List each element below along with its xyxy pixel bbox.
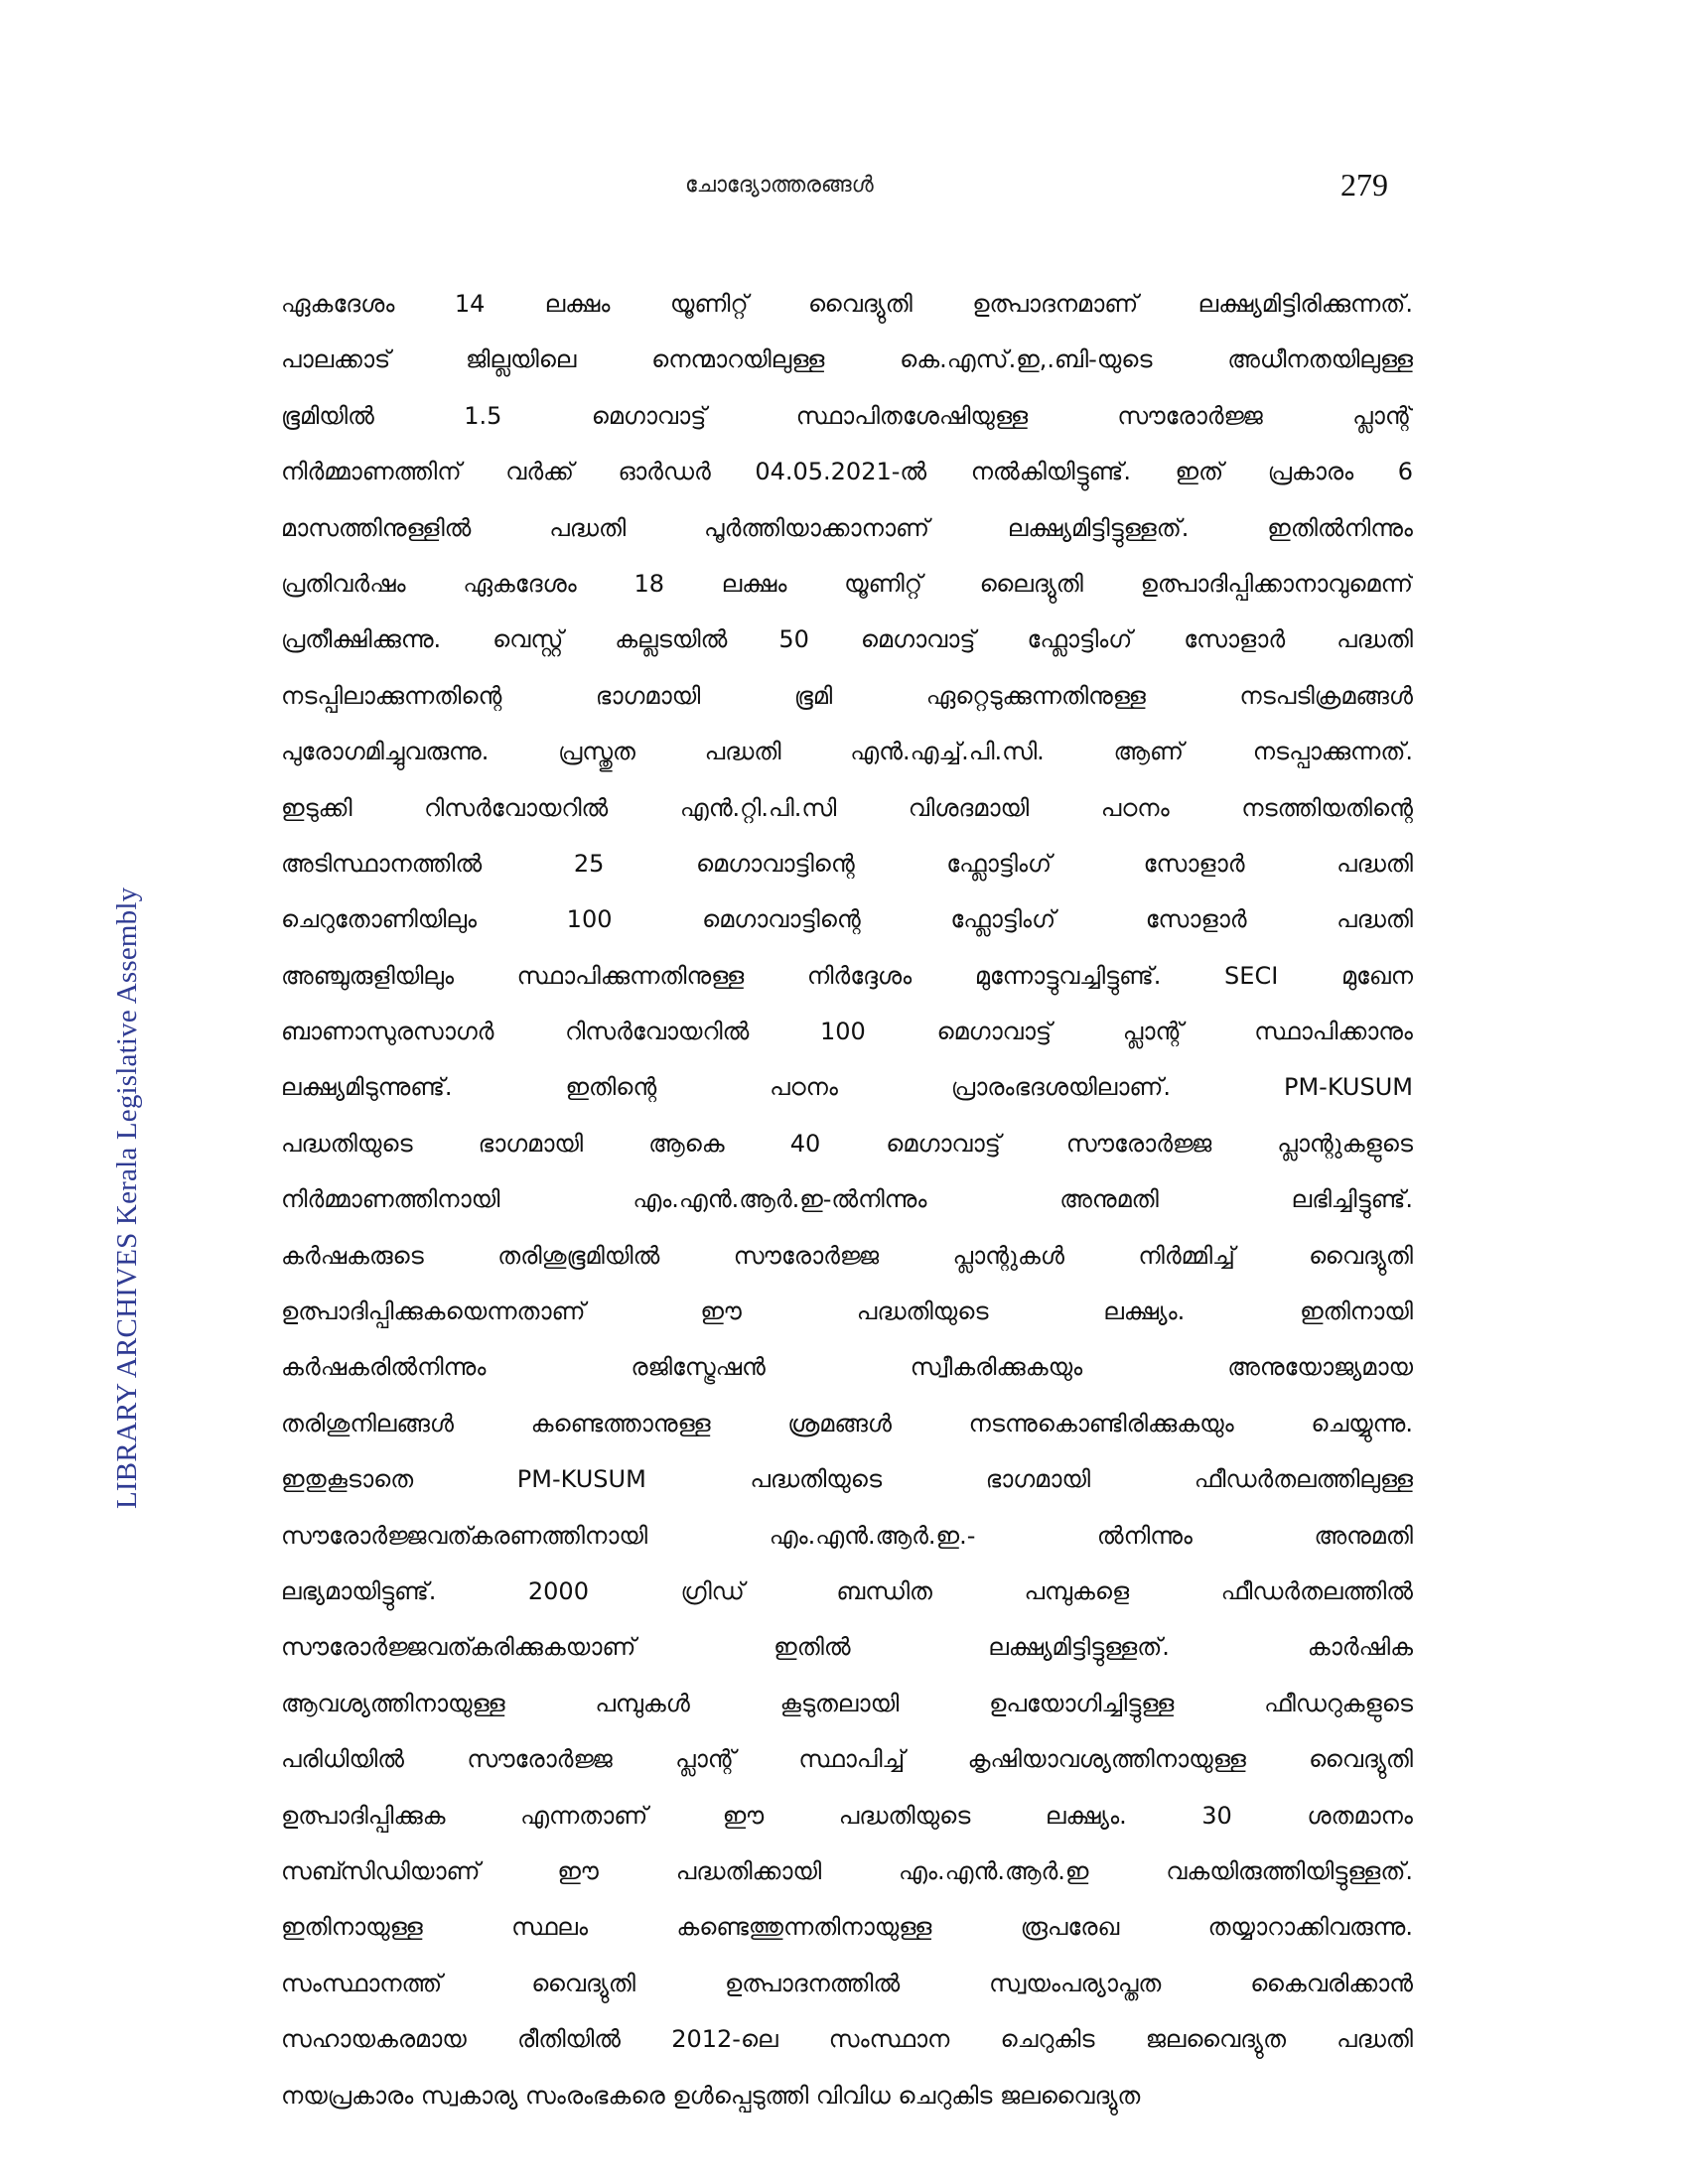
- text-line: അഞ്ചുരുളിയിലും സ്ഥാപിക്കുന്നതിനുള്ള നിർദ്ദേശം മുന്നോട്ടുവച്ചിട്ടുണ്ട്. SECI മുഖേന: [281, 961, 1413, 990]
- text-line: സൗരോർജ്ജവത്കരണത്തിനായി എം.എൻ.ആർ.ഇ.- ൽനിന്നും അനുമതി: [281, 1521, 1413, 1550]
- text-line: ബാണാസുരസാഗർ റിസർവോയറിൽ 100 മെഗാവാട്ട് പ്ലാന്റ് സ്ഥാപിക്കാനും: [281, 1018, 1413, 1046]
- running-title: ചോദ്യോത്തരങ്ങൾ: [685, 173, 874, 198]
- text-line: പ്രതീക്ഷിക്കുന്നു. വെസ്റ്റ് കല്ലടയിൽ 50 മെഗാവാട്ട് ഫ്ലോട്ടിംഗ് സോളാർ പദ്ധതി: [281, 625, 1413, 654]
- text-line: പാലക്കാട് ജില്ലയിലെ നെന്മാറയിലുള്ള കെ.എസ്.ഇ,.ബി-യുടെ അധീനതയിലുള്ള: [281, 345, 1413, 374]
- text-line: പ്രതിവർഷം ഏകദേശം 18 ലക്ഷം യൂണിറ്റ് ലൈദ്യുതി ഉത്പാദിപ്പിക്കാനാവുമെന്ന്: [281, 569, 1413, 598]
- text-line: നടപ്പിലാക്കുന്നതിന്റെ ഭാഗമായി ഭൂമി ഏറ്റെടുക്കുന്നതിനുള്ള നടപടിക്രമങ്ങൾ: [281, 681, 1413, 710]
- text-line: കർഷകരിൽനിന്നും രജിസ്ട്രേഷൻ സ്വീകരിക്കുകയും അനുയോജ്യമായ: [281, 1353, 1413, 1382]
- page-number: 279: [1340, 167, 1388, 203]
- text-line: പദ്ധതിയുടെ ഭാഗമായി ആകെ 40 മെഗാവാട്ട് സൗരോർജ്ജ പ്ലാന്റുകളുടെ: [281, 1129, 1413, 1158]
- text-line: ഇടുക്കി റിസർവോയറിൽ എൻ.റ്റി.പി.സി വിശദമായി പഠനം നടത്തിയതിന്റെ: [281, 793, 1413, 822]
- text-line: ഉത്പാദിപ്പിക്കുക എന്നതാണ് ഈ പദ്ധതിയുടെ ലക്ഷ്യം. 30 ശതമാനം: [281, 1801, 1413, 1830]
- body-paragraph: [281, 276, 1413, 2123]
- text-line: സഹായകരമായ രീതിയിൽ 2012-ലെ സംസ്ഥാന ചെറുകിട ജലവൈദ്യുത പദ്ധതി: [281, 2025, 1413, 2054]
- text-line: കർഷകരുടെ തരിശുഭൂമിയിൽ സൗരോർജ്ജ പ്ലാന്റുകൾ നിർമ്മിച്ച് വൈദ്യുതി: [281, 1241, 1413, 1270]
- text-line: ഉത്പാദിപ്പിക്കുകയെന്നതാണ് ഈ പദ്ധതിയുടെ ലക്ഷ്യം. ഇതിനായി: [281, 1297, 1413, 1326]
- archive-watermark: LIBRARY ARCHIVES Kerala Legislative Assembly: [111, 887, 143, 1509]
- text-line: തരിശുനിലങ്ങൾ കണ്ടെത്താനുള്ള ശ്രമങ്ങൾ നടന്നുകൊണ്ടിരിക്കുകയും ചെയ്യുന്നു.: [281, 1409, 1413, 1437]
- running-header: [0, 167, 1688, 206]
- text-line: ഇതിനായുള്ള സ്ഥലം കണ്ടെത്തുന്നതിനായുള്ള രൂപരേഖ തയ്യാറാക്കിവരുന്നു.: [281, 1913, 1413, 1942]
- text-line: ചെറുതോണിയിലും 100 മെഗാവാട്ടിന്റെ ഫ്ലോട്ടിംഗ് സോളാർ പദ്ധതി: [281, 905, 1413, 934]
- text-line: ഏകദേശം 14 ലക്ഷം യൂണിറ്റ് വൈദ്യുതി ഉത്പാദനമാണ് ലക്ഷ്യമിട്ടിരിക്കുന്നത്.: [281, 290, 1413, 318]
- text-line: സംസ്ഥാനത്ത് വൈദ്യുതി ഉത്പാദനത്തിൽ സ്വയംപര്യാപ്തത കൈവരിക്കാൻ: [281, 1969, 1413, 1997]
- text-line: മാസത്തിനുള്ളിൽ പദ്ധതി പൂർത്തിയാക്കാനാണ് ലക്ഷ്യമിട്ടിട്ടുള്ളത്. ഇതിൽനിന്നും: [281, 513, 1413, 542]
- text-line: അടിസ്ഥാനത്തിൽ 25 മെഗാവാട്ടിന്റെ ഫ്ലോട്ടിംഗ് സോളാർ പദ്ധതി: [281, 849, 1413, 878]
- text-line: സബ്സിഡിയാണ് ഈ പദ്ധതിക്കായി എം.എൻ.ആർ.ഇ വകയിരുത്തിയിട്ടുള്ളത്.: [281, 1856, 1413, 1885]
- text-line: ലഭ്യമായിട്ടുണ്ട്. 2000 ഗ്രിഡ് ബന്ധിത പമ്പുകളെ ഫീഡർതലത്തിൽ: [281, 1576, 1413, 1605]
- text-line: ലക്ഷ്യമിടുന്നുണ്ട്. ഇതിന്റെ പഠനം പ്രാരംഭദശയിലാണ്. PM-KUSUM: [281, 1073, 1413, 1102]
- text-line: നിർമ്മാണത്തിനായി എം.എൻ.ആർ.ഇ-ൽനിന്നും അനുമതി ലഭിച്ചിട്ടുണ്ട്.: [281, 1185, 1413, 1214]
- text-line: പരിധിയിൽ സൗരോർജ്ജ പ്ലാന്റ് സ്ഥാപിച്ച് കൃഷിയാവശ്യത്തിനായുള്ള വൈദ്യുതി: [281, 1745, 1413, 1774]
- text-line: ആവശ്യത്തിനായുള്ള പമ്പുകൾ കൂടുതലായി ഉപയോഗിച്ചിട്ടുള്ള ഫീഡറുകളുടെ: [281, 1689, 1413, 1717]
- text-line: സൗരോർജ്ജവത്കരിക്കുകയാണ് ഇതിൽ ലക്ഷ്യമിട്ടിട്ടുള്ളത്. കാർഷിക: [281, 1633, 1413, 1662]
- text-line: ഭൂമിയിൽ 1.5 മെഗാവാട്ട് സ്ഥാപിതശേഷിയുള്ള സൗരോർജ്ജ പ്ലാന്റ്: [281, 401, 1413, 430]
- text-line: ഇതുകൂടാതെ PM-KUSUM പദ്ധതിയുടെ ഭാഗമായി ഫീഡർതലത്തിലുള്ള: [281, 1465, 1413, 1494]
- text-line: നയപ്രകാരം സ്വകാര്യ സംരംഭകരെ ഉൾപ്പെടുത്തി വിവിധ ചെറുകിട ജലവൈദ്യുത: [281, 2081, 1141, 2110]
- text-line: പുരോഗമിച്ചുവരുന്നു. പ്രസ്തുത പദ്ധതി എൻ.എച്ച്.പി.സി. ആണ് നടപ്പാക്കുന്നത്.: [281, 738, 1413, 766]
- text-line: നിർമ്മാണത്തിന് വർക്ക് ഓർഡർ 04.05.2021-ൽ നൽകിയിട്ടുണ്ട്. ഇത് പ്രകാരം 6: [281, 458, 1413, 486]
